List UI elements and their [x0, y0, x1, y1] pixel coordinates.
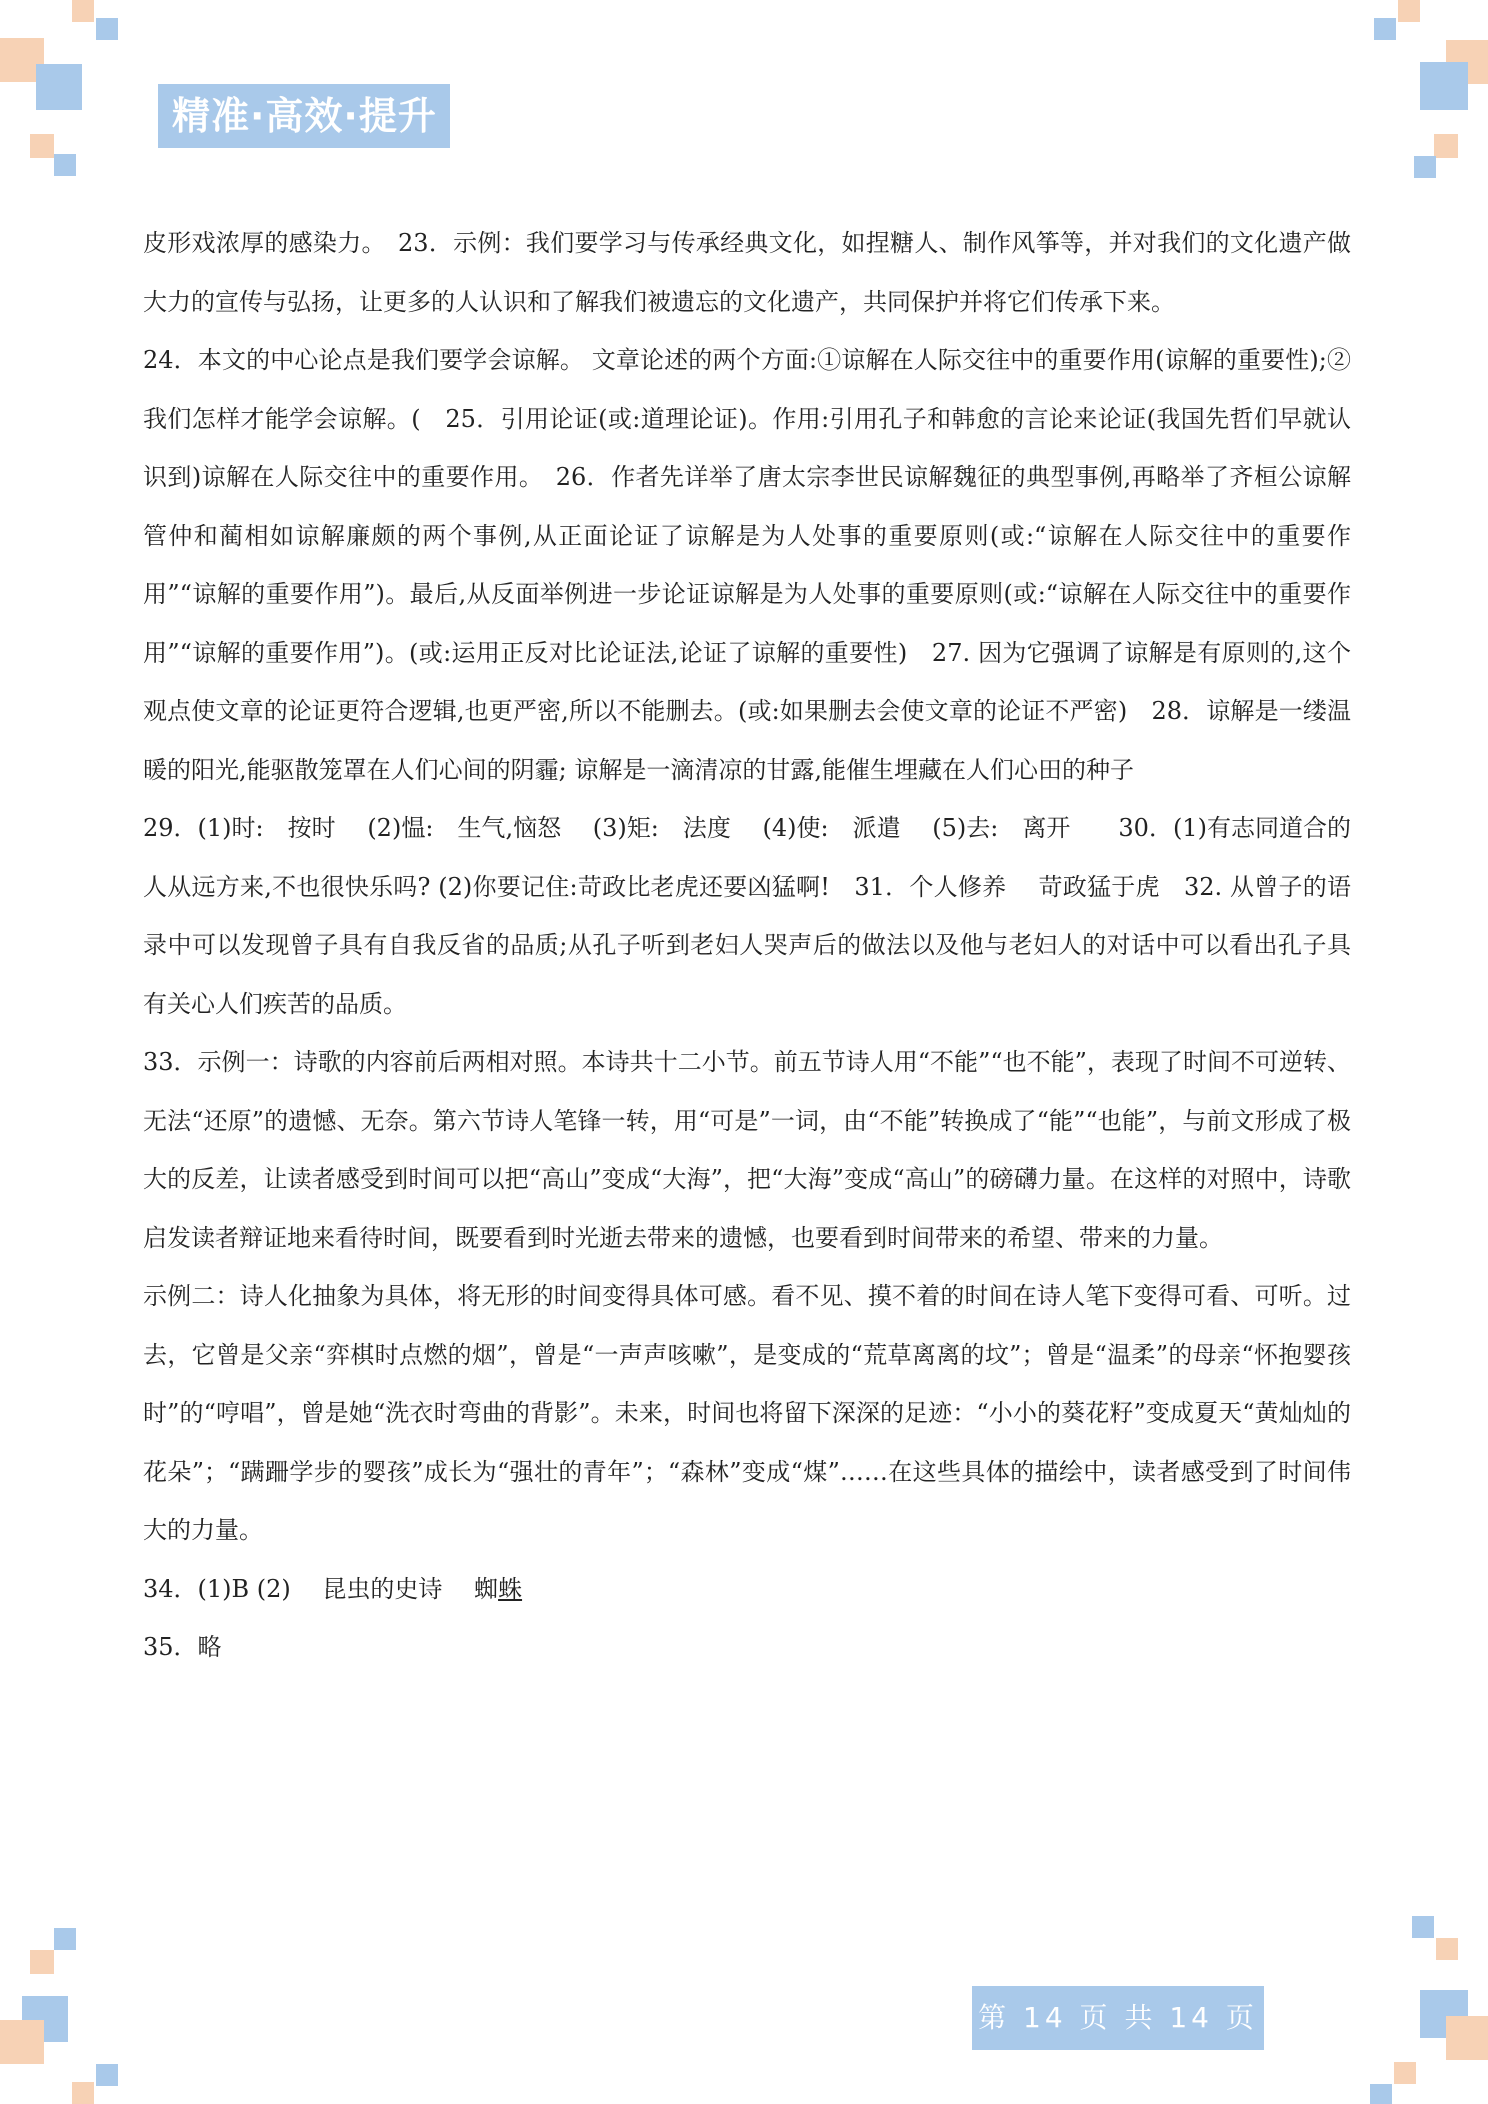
decor-square — [1394, 2062, 1416, 2084]
answer-paragraph: 皮形戏浓厚的感染力。 23．示例：我们要学习与传承经典文化，如捏糖人、制作风筝等，并对我们的文化遗产做大力的宣传与弘扬，让更多的人认识和了解我们被遗忘的文化遗产，共同保护并将它们传承下来。 — [143, 229, 1351, 316]
decor-square — [1414, 156, 1436, 178]
answer-paragraph: 24．本文的中心论点是我们要学会谅解。 文章论述的两个方面:①谅解在人际交往中的重要作用(谅解的重要性);②我们怎样才能学会谅解。( 25．引用论证(或:道理论证)。作用:引用孔子和韩愈的言论来论证(我国先哲们早就认识到)谅解在人际交往中的重要作用。 26．作者先详举了唐太宗李世民谅解魏征的典型事例,再略举了齐桓公谅解管仲和蔺相如谅解廉颇的两个事例,从正面论证了谅解是为人处事的重要原则(或:“谅解在人际交往中的重要作用”“谅解的重要作用”)。最后,从反面举例进一步论证谅解是为人处事的重要原则(或:“谅解在人际交往中的重要作用”“谅解的重要作用”)。(或:运用正反对比论证法,论证了谅解的重要性) 27. 因为它强调了谅解是有原则的,这个观点使文章的论证更符合逻辑,也更严密,所以不能删去。(或:如果删去会使文章的论证不严密) 28．谅解是一缕温暖的阳光,能驱散笼罩在人们心间的阴霾; 谅解是一滴清凉的甘露,能催生埋藏在人们心田的种子 — [143, 346, 1351, 784]
decor-square — [1398, 0, 1420, 22]
decor-square — [1436, 1938, 1458, 1960]
decor-square — [54, 154, 76, 176]
answer-34-text: 34．(1)B (2) 昆虫的史诗 蜘 — [143, 1574, 499, 1603]
decor-square — [72, 2082, 94, 2104]
answer-paragraph: 35．略 — [143, 1633, 222, 1661]
decor-square — [1412, 1916, 1434, 1938]
answer-paragraph — [143, 1560, 1351, 1619]
decor-square — [1420, 62, 1468, 110]
decor-square — [1446, 2016, 1488, 2060]
answer-paragraph: 示例二：诗人化抽象为具体，将无形的时间变得具体可感。看不见、摸不着的时间在诗人笔下变得可看、可听。过去，它曾是父亲“弈棋时点燃的烟”，曾是“一声声咳嗽”，是变成的“荒草离离的坟”；曾是“温柔”的母亲“怀抱婴孩时”的“哼唱”，曾是她“洗衣时弯曲的背影”。未来，时间也将留下深深的足迹：“小小的葵花籽”变成夏天“黄灿灿的花朵”；“蹒跚学步的婴孩”成长为“强壮的青年”；“森林”变成“煤”……在这些具体的描绘中，读者感受到了时间伟大的力量。 — [143, 1282, 1351, 1544]
answer-34-underlined: 蛛 — [498, 1574, 523, 1603]
decor-square — [0, 2020, 44, 2064]
answer-content — [143, 214, 1351, 1677]
header-badge: 精准·高效·提升 — [158, 84, 450, 148]
decor-square — [30, 134, 54, 158]
page-number-label: 第 14 页 共 14 页 — [972, 1986, 1264, 2050]
decor-square — [36, 64, 82, 110]
answer-paragraph: 33．示例一：诗歌的内容前后两相对照。本诗共十二小节。前五节诗人用“不能”“也不能”，表现了时间不可逆转、无法“还原”的遗憾、无奈。第六节诗人笔锋一转，用“可是”一词，由“不能”转换成了“能”“也能”，与前文形成了极大的反差，让读者感受到时间可以把“高山”变成“大海”，把“大海”变成“高山”的磅礴力量。在这样的对照中，诗歌启发读者辩证地来看待时间，既要看到时光逝去带来的遗憾，也要看到时间带来的希望、带来的力量。 — [143, 1048, 1351, 1252]
decor-square — [96, 2064, 118, 2086]
decor-square — [54, 1928, 76, 1950]
decor-square — [1434, 134, 1458, 158]
decor-square — [1370, 2084, 1392, 2104]
decor-square — [72, 0, 94, 22]
decor-square — [30, 1950, 54, 1974]
decor-square — [1374, 18, 1396, 40]
decor-square — [96, 18, 118, 40]
answer-paragraph: 29．(1)时: 按时 (2)愠: 生气,恼怒 (3)矩: 法度 (4)使: 派遣 (5)去: 离开 30．(1)有志同道合的人从远方来,不也很快乐吗? (2)你要记住:苛政比老虎还要凶猛啊! 31．个人修养 苛政猛于虎 32. 从曾子的语录中可以发现曾子具有自我反省的品质;从孔子听到老妇人哭声后的做法以及他与老妇人的对话中可以看出孔子具有关心人们疾苦的品质。 — [143, 814, 1351, 1018]
